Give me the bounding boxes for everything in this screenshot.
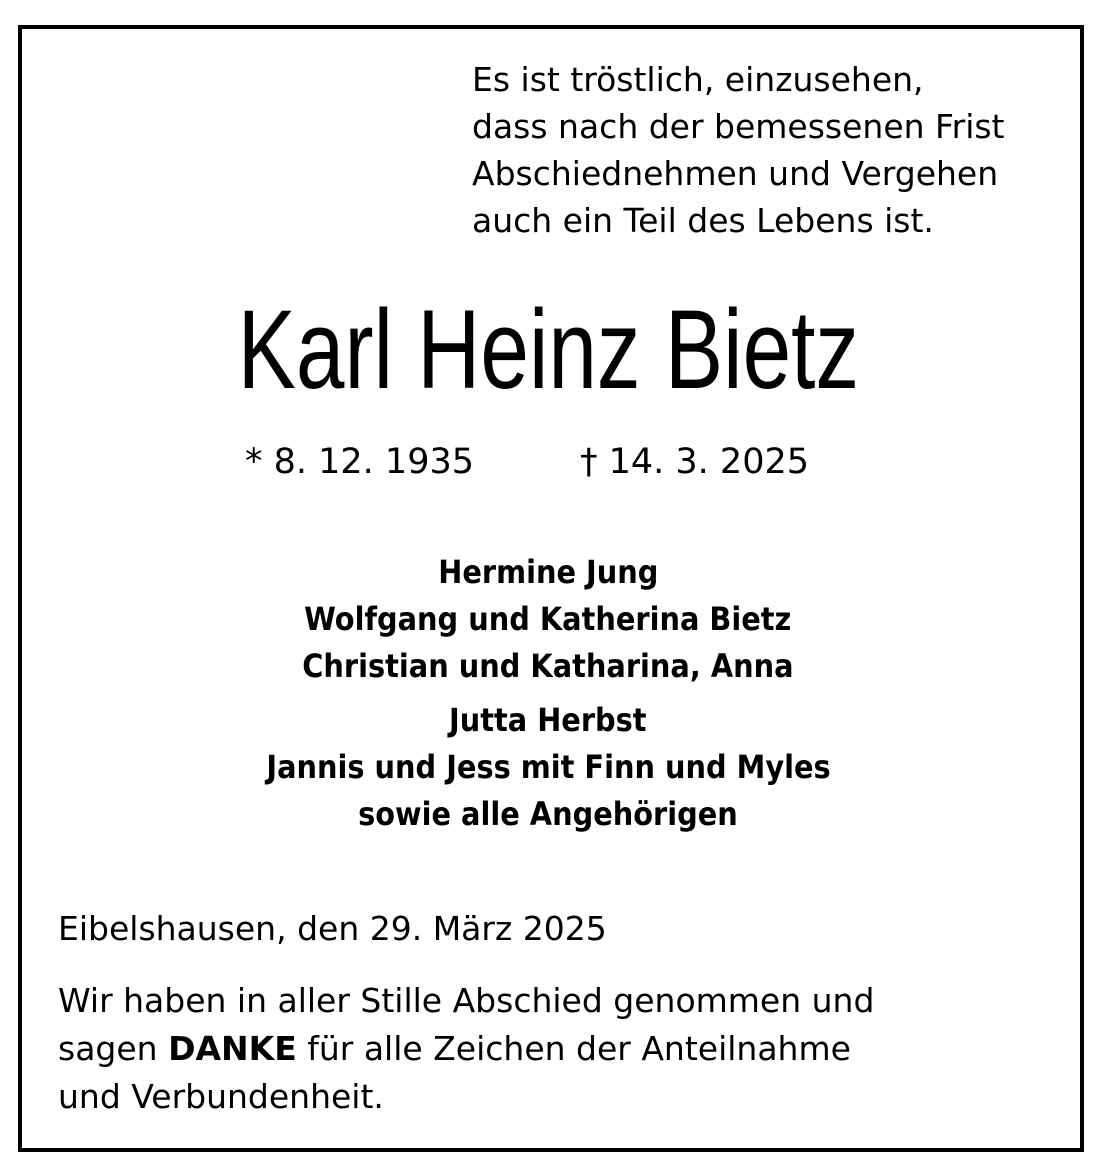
poem-line: Abschiednehmen und Vergehen	[472, 154, 999, 193]
death-date: † 14. 3. 2025	[580, 442, 810, 482]
family-line: sowie alle Angehörigen	[358, 795, 738, 833]
poem	[472, 56, 1005, 244]
family-line: Wolfgang und Katherina Bietz	[304, 600, 792, 638]
family-group-1	[0, 549, 1096, 690]
place-and-date: Eibelshausen, den 29. März 2025	[58, 909, 607, 948]
family-group-2	[0, 697, 1096, 838]
birth-date: * 8. 12. 1935	[245, 442, 475, 482]
poem-line: auch ein Teil des Lebens ist.	[472, 201, 934, 240]
family-line: Hermine Jung	[437, 553, 659, 591]
closing-line: Wir haben in aller Stille Abschied genommen und	[58, 981, 875, 1020]
poem-line: Es ist tröstlich, einzusehen,	[472, 60, 924, 99]
family-line: Jannis und Jess mit Finn und Myles	[265, 748, 831, 786]
closing-line: und Verbundenheit.	[58, 1077, 384, 1116]
closing-line: sagen DANKE für alle Zeichen der Anteilnahme	[58, 1029, 851, 1068]
danke-emphasis: DANKE	[168, 1029, 297, 1068]
closing-text	[58, 977, 874, 1121]
poem-line: dass nach der bemessenen Frist	[472, 107, 1005, 146]
family-line: Christian und Katharina, Anna	[302, 647, 794, 685]
deceased-name: Karl Heinz Bietz	[237, 287, 859, 412]
family-line: Jutta Herbst	[449, 701, 647, 739]
